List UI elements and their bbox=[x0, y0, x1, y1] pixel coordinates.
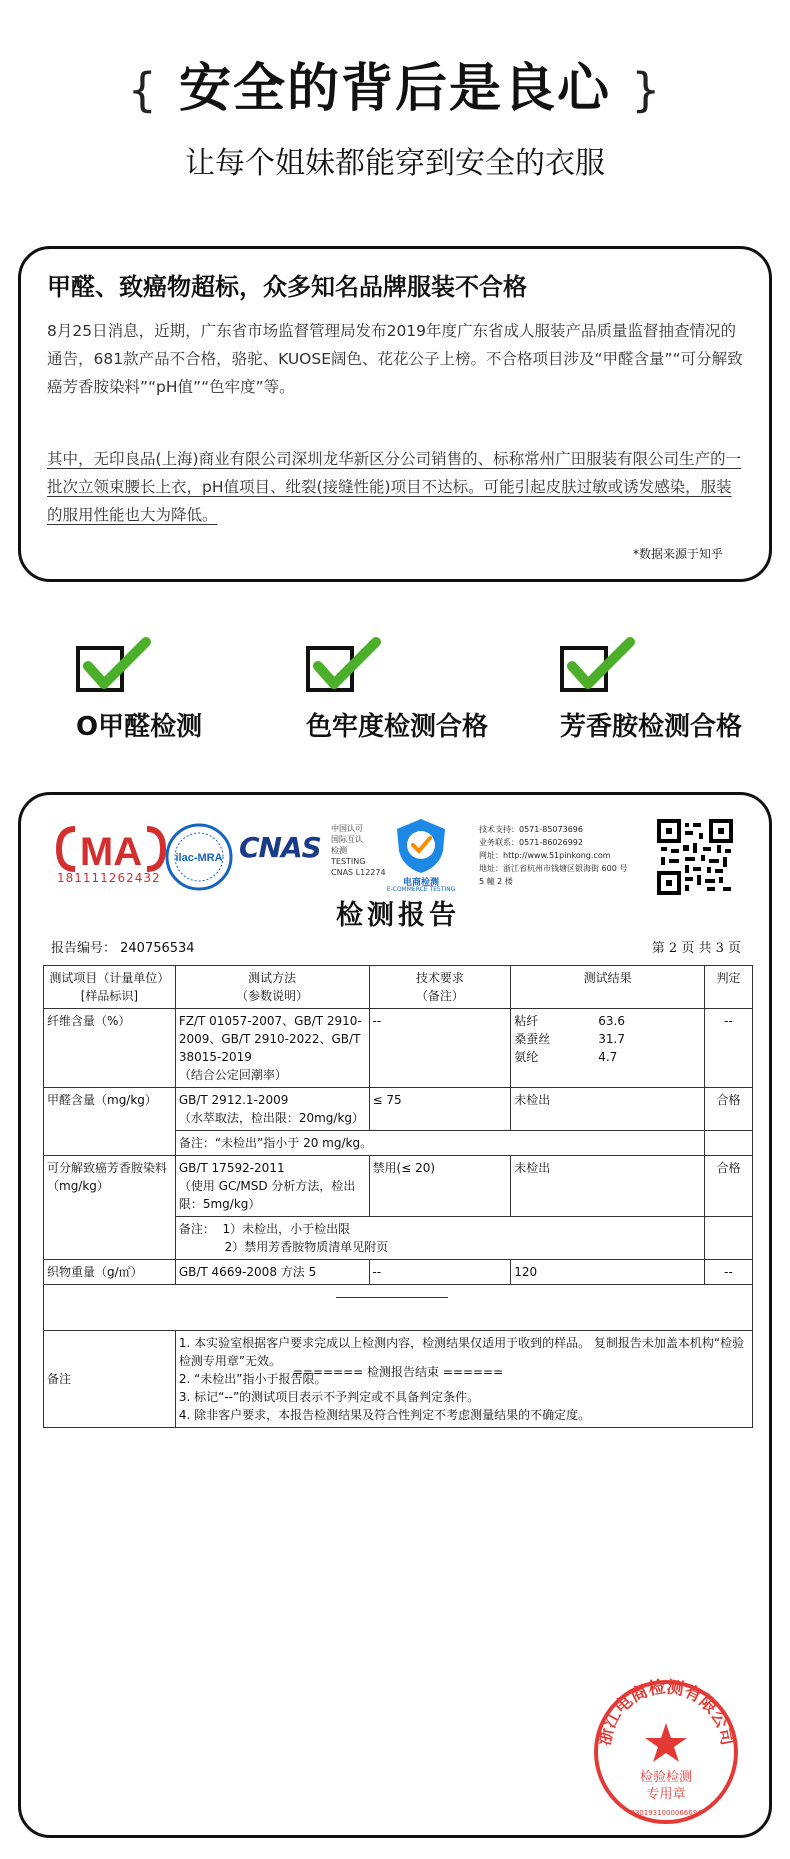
ma-logo-text: MA bbox=[79, 830, 143, 873]
fiber-result-line: 氨纶 4.7 bbox=[514, 1050, 618, 1064]
formaldehyde-requirement: ≤ 75 bbox=[369, 1088, 511, 1131]
news-card bbox=[18, 246, 772, 582]
weight-item: 织物重量（g/㎡） bbox=[44, 1260, 176, 1285]
remarks-label: 备注 bbox=[44, 1331, 176, 1428]
hero-subtitle: 让每个姐妹都能穿到安全的衣服 bbox=[185, 146, 605, 181]
news-paragraph-1: 8月25日消息，近期，广东省市场监督管理局发布2019年度广东省成人服装产品质量监督抽查情况的通告，681款产品不合格，骆驼、KUOSE阔色、花花公子上榜。不合格项目涉及“甲醛含量”“可分解致癌芳香胺染料”“pH值”“色牢度”等。 bbox=[47, 322, 743, 396]
amine-requirement: 禁用(≤ 20) bbox=[369, 1156, 511, 1217]
hero-title bbox=[0, 46, 790, 121]
check-label: 芳香胺检测合格 bbox=[560, 712, 743, 742]
fiber-judge: -- bbox=[705, 1009, 753, 1088]
fiber-item: 纤维含量（%） bbox=[44, 1009, 176, 1088]
check-label: 色牢度检测合格 bbox=[306, 712, 489, 742]
stamp-number: 3301931000066694 bbox=[630, 1809, 702, 1817]
formaldehyde-note: 备注：“未检出”指小于 20 mg/kg。 bbox=[175, 1131, 704, 1156]
amine-method: GB/T 17592-2011 （使用 GC/MSD 分析方法，检出限：5mg/kg） bbox=[175, 1156, 369, 1217]
news-title: 甲醛、致癌物超标，众多知名品牌服装不合格 bbox=[47, 273, 527, 301]
stamp-arc-text: 浙江电商检测有限公司 bbox=[594, 1677, 738, 1748]
table-row-blank bbox=[44, 1285, 753, 1331]
fiber-results bbox=[511, 1009, 705, 1088]
report-page-info: 第 2 页 共 3 页 bbox=[651, 941, 741, 956]
contact-info: 技术支持：0571-85073696 业务联系：0571-86026992 网址：http://www.51pinkong.com 地址：浙江省杭州市钱塘区银海街 600 号 5 幢 2 楼 bbox=[479, 825, 628, 886]
table-row bbox=[44, 1009, 753, 1088]
formaldehyde-result: 未检出 bbox=[511, 1088, 705, 1131]
hero-title-text: 安全的背后是良心 bbox=[178, 59, 611, 119]
check-mark-icon bbox=[560, 636, 640, 698]
official-seal-stamp bbox=[591, 1677, 741, 1827]
cnas-logo: CNAS bbox=[239, 831, 321, 864]
header-requirement: 技术要求 （备注） bbox=[369, 966, 511, 1009]
remarks-text: 1. 本实验室根据客户要求完成以上检测内容，检测结果仅适用于收到的样品。 复制报告未加盖本机构“检验检测专用章”无效。 2. “未检出”指小于报告限。 3. 标记“--”的测试项目表示不予判定或不具备判定条件。 4. 除非客户要求，本报告检测结果及符合性判定不考虑测量结果的不确定度。 bbox=[175, 1331, 752, 1428]
weight-judge: -- bbox=[705, 1260, 753, 1285]
weight-method: GB/T 4669-2008 方法 5 bbox=[175, 1260, 369, 1285]
news-paragraph-2: 其中，无印良品(上海)商业有限公司深圳龙华新区分公司销售的、标称常州广田服装有限公司生产的一批次立领束腰长上衣，pH值项目、纰裂(接缝性能)项目不达标。可能引起皮肤过敏或诱发感染，服装的服用性能也大为降低。 bbox=[47, 450, 742, 524]
formaldehyde-judge: 合格 bbox=[705, 1088, 753, 1131]
amine-note: 备注： 1）未检出，小于检出限 2）禁用芳香胺物质清单见附页 bbox=[175, 1217, 704, 1260]
table-row bbox=[44, 1088, 753, 1131]
fiber-method: FZ/T 01057-2007、GB/T 2910-2009、GB/T 2910-2022、GB/T 38015-2019 （结合公定回潮率） bbox=[175, 1009, 369, 1088]
ec-sublabel: E-COMMERCE TESTING bbox=[386, 886, 456, 893]
formaldehyde-item: 甲醛含量（mg/kg） bbox=[44, 1088, 176, 1156]
report-number: 报告编号： 240756534 bbox=[51, 941, 195, 956]
stamp-star-icon bbox=[645, 1723, 687, 1762]
test-results-table bbox=[43, 965, 753, 1428]
check-label: O甲醛检测 bbox=[76, 712, 203, 742]
brace-close: } bbox=[631, 63, 663, 117]
stamp-bottom-text: 专用章 bbox=[646, 1787, 686, 1802]
fiber-result-line: 桑蚕丝 31.7 bbox=[514, 1032, 625, 1046]
report-title: 检测报告 bbox=[336, 900, 460, 931]
ilac-mra-logo bbox=[163, 821, 235, 893]
qr-code-icon bbox=[657, 819, 733, 895]
cnas-info: 中国认可 国际互认 检测 TESTING CNAS L12274 bbox=[331, 824, 386, 877]
ec-label: 电商检测 bbox=[402, 878, 439, 888]
weight-result: 120 bbox=[511, 1260, 705, 1285]
blank-divider-line bbox=[336, 1297, 448, 1298]
header-result: 测试结果 bbox=[511, 966, 705, 1009]
cma-logo bbox=[55, 825, 167, 873]
formaldehyde-method: GB/T 2912.1-2009 （水萃取法，检出限：20mg/kg） bbox=[175, 1088, 369, 1131]
amine-item: 可分解致癌芳香胺染料（mg/kg） bbox=[44, 1156, 176, 1260]
brace-open: { bbox=[127, 63, 159, 117]
weight-requirement: -- bbox=[369, 1260, 511, 1285]
header-method: 测试方法 （参数说明） bbox=[175, 966, 369, 1009]
check-mark-icon bbox=[306, 636, 386, 698]
header-item: 测试项目（计量单位） [样品标识] bbox=[44, 966, 176, 1009]
amine-result: 未检出 bbox=[511, 1156, 705, 1217]
header-judge: 判定 bbox=[705, 966, 753, 1009]
report-end-line: ======= 检测报告结束 ====== bbox=[292, 1365, 504, 1379]
news-source: *数据来源于知乎 bbox=[632, 547, 723, 561]
ecommerce-testing-shield-icon bbox=[393, 817, 449, 875]
check-mark-icon bbox=[76, 636, 156, 698]
cma-number: 181111262432 bbox=[57, 871, 161, 885]
table-row bbox=[44, 1156, 753, 1217]
fiber-result-line: 粘纤 63.6 bbox=[514, 1014, 625, 1028]
stamp-mid-text: 检验检测 bbox=[639, 1770, 693, 1785]
table-header-row bbox=[44, 966, 753, 1009]
fiber-requirement: -- bbox=[369, 1009, 511, 1088]
amine-judge: 合格 bbox=[705, 1156, 753, 1217]
ilac-text: ilac-MRA bbox=[175, 852, 223, 864]
test-report-card bbox=[18, 792, 772, 1838]
table-row bbox=[44, 1260, 753, 1285]
